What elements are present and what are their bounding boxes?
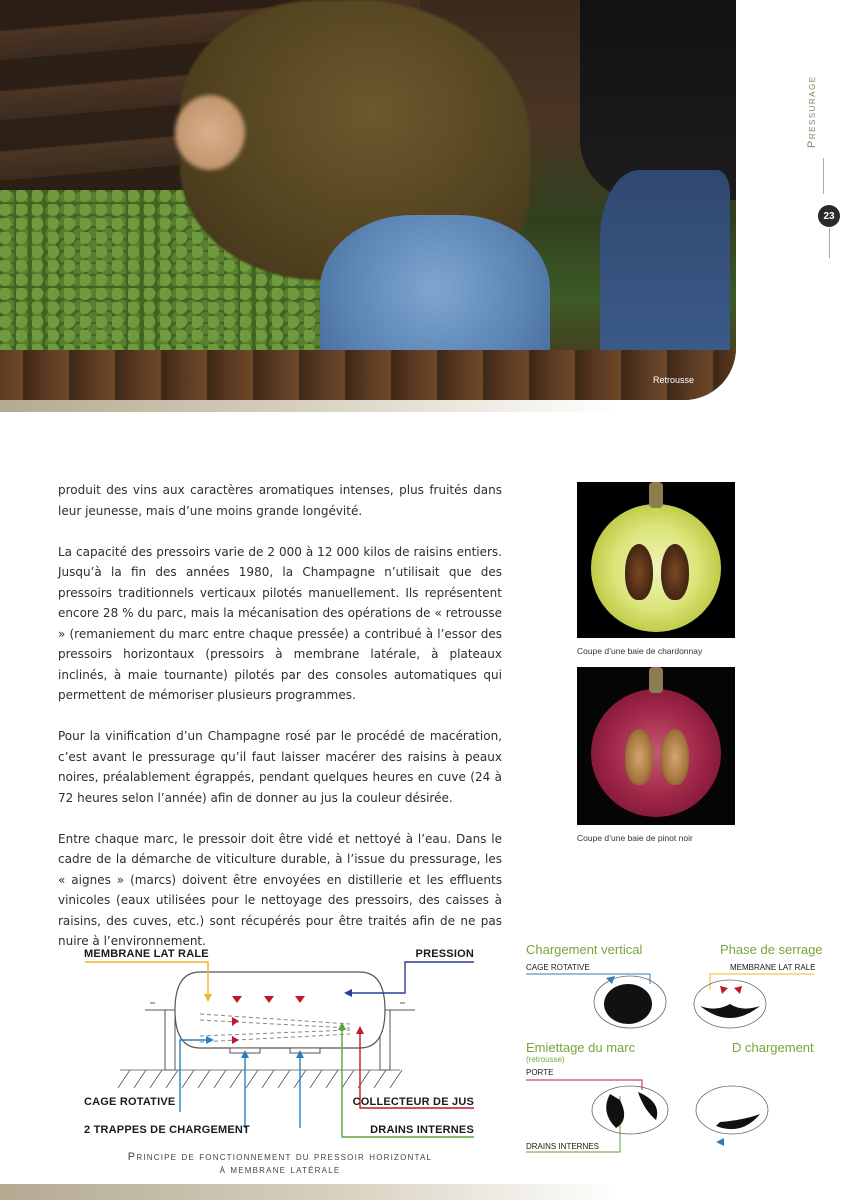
mini-sub-retrousse: (retrousse) bbox=[526, 1055, 565, 1064]
mini-label-membrane: MEMBRANE LAT RALE bbox=[730, 963, 816, 972]
seed bbox=[661, 544, 689, 600]
diagram-caption-line: à membrane latérale bbox=[219, 1164, 341, 1176]
diagram-caption bbox=[80, 1151, 480, 1177]
press-wood-rim bbox=[0, 350, 736, 400]
chardonnay-caption: Coupe d’une baie de chardonnay bbox=[577, 646, 703, 656]
mini-diagrams-svg bbox=[520, 960, 820, 1160]
hero-photo bbox=[0, 0, 736, 400]
paragraph: La capacité des pressoirs varie de 2 000 à 12 000 kilos de raisins entiers. Jusqu’à la fin des années 1980, la Champagne n’utilisait que des pressoirs traditionnels verticaux pilotés manuellement. Ils représentent encore 28 % du parc, mais la mécanisation des opérations de « retrousse » (remaniement du marc entre chaque pressée) a contribué à l’essor des pressoirs horizontaux (pressoirs à membrane latérale, à plateaux inclinés, à maie tournante) pilotés par des consoles automatiques qui permettent de mémoriser plusieurs programmes. bbox=[58, 544, 502, 702]
seed bbox=[661, 729, 689, 785]
mini-label-cage: CAGE ROTATIVE bbox=[526, 963, 590, 972]
label-trappes: 2 TRAPPES DE CHARGEMENT bbox=[84, 1124, 250, 1136]
stem bbox=[649, 482, 663, 508]
bottom-band bbox=[0, 1184, 620, 1200]
section-label: Pressurage bbox=[806, 75, 818, 148]
side-rule bbox=[823, 158, 824, 194]
press-diagram bbox=[80, 940, 480, 1140]
chardonnay-photo bbox=[577, 482, 735, 638]
page-number: 23 bbox=[818, 205, 840, 227]
seed bbox=[625, 729, 653, 785]
mini-title-emiettage: Emiettage du marc bbox=[526, 1040, 636, 1055]
drum-serrage bbox=[694, 980, 766, 1028]
hero-caption: Retrousse bbox=[653, 375, 695, 385]
mini-title-dechargement: D chargement bbox=[732, 1040, 814, 1055]
label-pression: PRESSION bbox=[415, 948, 474, 960]
pinot-caption: Coupe d’une baie de pinot noir bbox=[577, 833, 693, 843]
mini-title-serrage: Phase de serrage bbox=[720, 942, 823, 957]
stem bbox=[649, 667, 663, 693]
paragraph: produit des vins aux caractères aromatiques intenses, plus fruités dans leur jeunesse, mais d’une moins grande longévité. bbox=[58, 483, 502, 518]
pinot-photo bbox=[577, 667, 735, 825]
drum-dechargement bbox=[696, 1086, 768, 1146]
paragraph: Entre chaque marc, le pressoir doit être vidé et nettoyé à l’eau. Dans le cadre de la démarche de viticulture durable, à l’issue du pressurage, les « aignes » (marcs) doivent être envoyées en distillerie et les effluents vinicoles (eaux utilisées pour le nettoyage des pressoirs, des caisses à raisins, des cuves, etc.) sont récupérés pour être traités afin de ne pas nuire à l’environnement. bbox=[58, 831, 502, 948]
drum-emiettage bbox=[592, 1086, 668, 1134]
side-rule bbox=[829, 228, 830, 258]
label-membrane: MEMBRANE LAT RALE bbox=[84, 948, 209, 960]
worker-hand bbox=[175, 95, 245, 170]
hero-band bbox=[0, 400, 620, 412]
paragraph: Pour la vinification d’un Champagne rosé par le procédé de macération, c’est avant le pressurage qu’il faut laisser macérer des raisins à peaux noires, préalablement égrappés, pendant quelques heures en cuve (24 à 72 heures selon l’année) afin de donner au jus la couleur désirée. bbox=[58, 729, 502, 805]
berry bbox=[591, 689, 721, 817]
mini-label-porte: PORTE bbox=[526, 1068, 554, 1077]
mini-label-drains: DRAINS INTERNES bbox=[526, 1142, 599, 1151]
label-drains: DRAINS INTERNES bbox=[370, 1124, 474, 1136]
drum-chargement bbox=[594, 976, 666, 1028]
press-diagram-svg bbox=[80, 940, 480, 1140]
mini-title-chargement: Chargement vertical bbox=[526, 942, 643, 957]
label-cage: CAGE ROTATIVE bbox=[84, 1096, 176, 1108]
body-text bbox=[58, 480, 502, 972]
seed bbox=[625, 544, 653, 600]
label-collecteur: COLLECTEUR DE JUS bbox=[352, 1096, 474, 1108]
berry bbox=[591, 504, 721, 632]
diagram-caption-line: Principe de fonctionnement du pressoir horizontal bbox=[127, 1151, 433, 1163]
